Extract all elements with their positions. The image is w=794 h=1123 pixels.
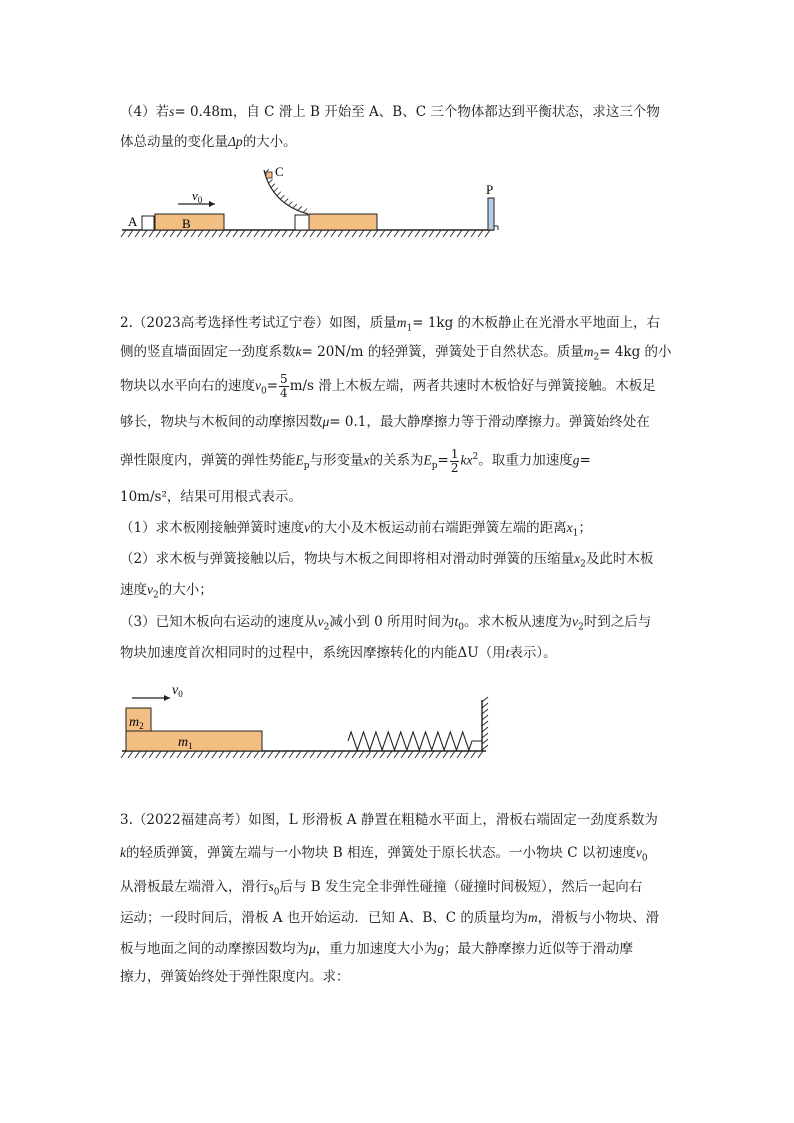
var-s: s bbox=[169, 104, 175, 119]
q3-line6: 擦力，弹簧始终处于弹性限度内。求： bbox=[120, 969, 350, 985]
fraction-1-2: $\frac{1}{2}$ bbox=[450, 446, 459, 475]
q3-line2: k的轻质弹簧，弹簧左端与一小物块 B 相连，弹簧处于原长状态。一小物块 C 以初速度$v_0$ bbox=[120, 845, 648, 864]
q2-part1: （1）求木板刚接触弹簧时速度v的大小及木板运动前右端距弹簧左端的距离$x_1$； bbox=[120, 520, 592, 539]
q2-line3: 物块以水平向右的速度$v_0=$ $\frac{5}{4}$ m/s 滑上木板左端，两者共速时木板恰好与弹簧接触。木板足 bbox=[120, 372, 656, 400]
q1-part4-line1: （4）若s= 0.48m，自 C 滑上 B 开始至 A、B、C 三个物体都达到平衡状态，求这三个物 bbox=[120, 104, 660, 120]
q2-part2-line2: 速度$v_2$的大小； bbox=[120, 582, 213, 601]
q3-line5: 板与地面之间的动摩擦因数均为μ，重力加速度大小为g；最大静摩擦力近似等于滑动摩 bbox=[120, 941, 634, 957]
label-b: B bbox=[182, 216, 191, 231]
post-p bbox=[488, 198, 494, 230]
board-m1 bbox=[126, 731, 262, 751]
q3-line4: 运动；一段时间后，滑板 A 也开始运动．已知 A、B、C 的质量均为m，滑板与小物块、滑 bbox=[120, 910, 660, 926]
q2-line5: 弹性限度内，弹簧的弹性势能$E_p$与形变量x的关系为$E_p=$ $\frac{1}{2}$ $kx^2$。取重力加速度g= bbox=[120, 446, 591, 475]
block-a bbox=[142, 216, 154, 230]
support-block bbox=[295, 215, 310, 230]
label-m2: $m_2$ bbox=[129, 715, 144, 731]
q3-line1: 3.（2022福建高考）如图，L 形滑板 A 静置在粗糙水平面上，滑板右端固定一劲度系数为 bbox=[120, 812, 658, 828]
label-c: C bbox=[275, 164, 284, 179]
label-v0-fig2: $v_0$ bbox=[172, 683, 183, 699]
figure-1-diagram bbox=[118, 158, 528, 243]
q2-line6: 10m/s²，结果可用根式表示。 bbox=[120, 489, 302, 505]
label-v0: $v_0$ bbox=[192, 188, 203, 205]
q2-line2: 侧的竖直墙面固定一劲度系数k= 20N/m 的轻弹簧，弹簧处于自然状态。质量$m_2= 4kg$ 的小 bbox=[120, 344, 672, 363]
q2-part3-line1: （3）已知木板向右运动的速度从$v_2$减小到 0 所用时间为$t_0$。求木板从速度为$v_2$时到之后与 bbox=[120, 614, 652, 633]
label-a: A bbox=[128, 214, 138, 229]
var-delta-p: Δp bbox=[228, 134, 243, 149]
figure-2-diagram bbox=[118, 678, 498, 768]
board-right bbox=[309, 214, 377, 230]
q2-part3-line2: 物块加速度首次相同时的过程中，系统因摩擦转化的内能ΔU（用t表示）。 bbox=[120, 645, 557, 661]
fraction-5-4: $\frac{5}{4}$ bbox=[280, 372, 288, 400]
spring bbox=[348, 732, 482, 750]
q3-line3: 从滑板最左端滑入，滑行$s_0$后与 B 发生完全非弹性碰撞（碰撞时间极短），然后一起向右 bbox=[120, 879, 643, 898]
label-m1: $m_1$ bbox=[178, 735, 193, 751]
block-c bbox=[266, 172, 272, 178]
q2-line4: 够长，物块与木板间的动摩擦因数μ= 0.1，最大静摩擦力等于滑动摩擦力。弹簧始终处在 bbox=[120, 414, 650, 430]
q2-part2-line1: （2）求木板与弹簧接触以后，物块与木板之间即将相对滑动时弹簧的压缩量$x_2$及此时木板 bbox=[120, 551, 654, 570]
q2-line1: 2.（2023高考选择性考试辽宁卷）如图，质量$m_1= 1kg$ 的木板静止在光滑水平地面上，右 bbox=[120, 315, 661, 334]
q1-part4-line2: 体总动量的变化量Δp的大小。 bbox=[120, 134, 297, 150]
label-p: P bbox=[486, 182, 494, 197]
